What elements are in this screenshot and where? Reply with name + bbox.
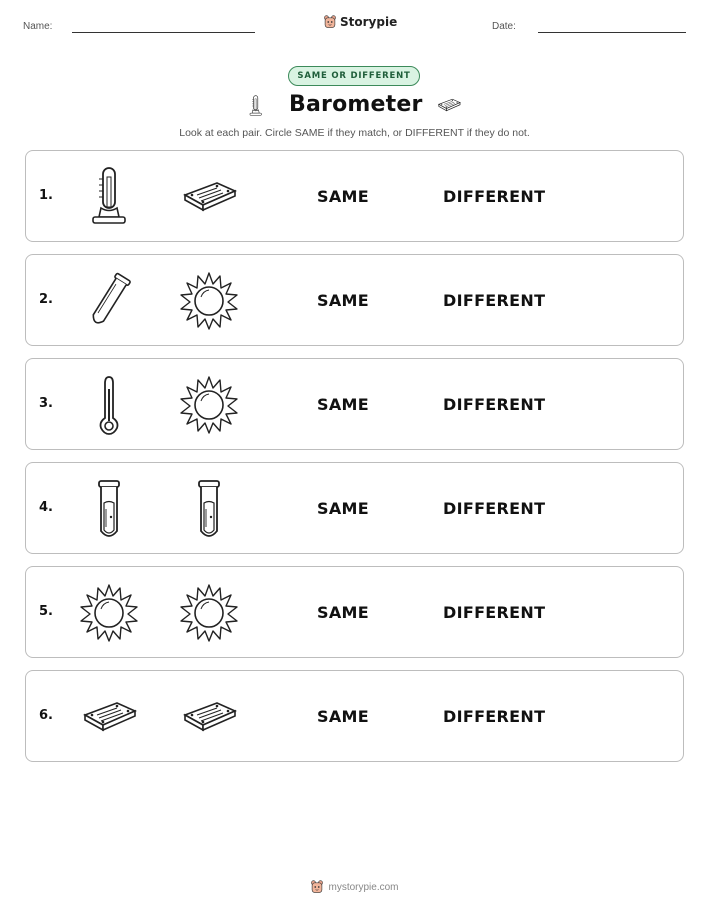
instructions: Look at each pair. Circle SAME if they match, or DIFFERENT if they do not. — [179, 127, 530, 139]
different-option[interactable]: DIFFERENT — [443, 291, 546, 310]
different-option[interactable]: DIFFERENT — [443, 499, 546, 518]
sun-icon — [179, 271, 239, 331]
storypie-mascot-icon — [310, 879, 324, 895]
question-row-3 — [25, 358, 684, 450]
question-row-2 — [25, 254, 684, 346]
barometer-plate-icon — [179, 167, 239, 227]
question-number: 1. — [39, 188, 53, 203]
footer — [0, 879, 709, 895]
liquid-test-tube-icon — [179, 479, 239, 539]
footer-site[interactable]: mystorypie.com — [328, 881, 399, 893]
name-label: Name: — [23, 21, 53, 32]
question-row-4 — [25, 462, 684, 554]
sun-icon — [179, 583, 239, 643]
barometer-plate-icon — [432, 95, 466, 121]
same-option[interactable]: SAME — [317, 499, 369, 518]
same-option[interactable]: SAME — [317, 187, 369, 206]
date-label: Date: — [492, 21, 516, 32]
question-row-1 — [25, 150, 684, 242]
storypie-mascot-icon — [323, 14, 337, 30]
page-title: Barometer — [289, 92, 423, 117]
date-line[interactable] — [538, 32, 686, 33]
brand-logo[interactable] — [323, 14, 397, 30]
question-number: 4. — [39, 500, 53, 515]
liquid-test-tube-icon — [79, 479, 139, 539]
thermometer-icon — [79, 167, 139, 227]
different-option[interactable]: DIFFERENT — [443, 395, 546, 414]
same-option[interactable]: SAME — [317, 395, 369, 414]
question-number: 2. — [39, 292, 53, 307]
question-row-6 — [25, 670, 684, 762]
brand-name: Storypie — [340, 15, 398, 29]
same-option[interactable]: SAME — [317, 291, 369, 310]
bulb-thermometer-icon — [79, 375, 139, 435]
sun-icon — [79, 583, 139, 643]
same-option[interactable]: SAME — [317, 603, 369, 622]
name-line[interactable] — [72, 32, 255, 33]
different-option[interactable]: DIFFERENT — [443, 187, 546, 206]
sun-icon — [179, 375, 239, 435]
question-number: 5. — [39, 604, 53, 619]
barometer-plate-icon — [79, 687, 139, 747]
test-tube-icon — [79, 271, 139, 331]
same-option[interactable]: SAME — [317, 707, 369, 726]
question-number: 3. — [39, 396, 53, 411]
question-row-5 — [25, 566, 684, 658]
activity-badge: SAME OR DIFFERENT — [288, 66, 420, 86]
title-row — [0, 90, 709, 124]
barometer-plate-icon — [179, 687, 239, 747]
worksheet-header — [0, 0, 709, 50]
question-number: 6. — [39, 708, 53, 723]
different-option[interactable]: DIFFERENT — [443, 603, 546, 622]
thermometer-icon — [250, 90, 272, 122]
different-option[interactable]: DIFFERENT — [443, 707, 546, 726]
